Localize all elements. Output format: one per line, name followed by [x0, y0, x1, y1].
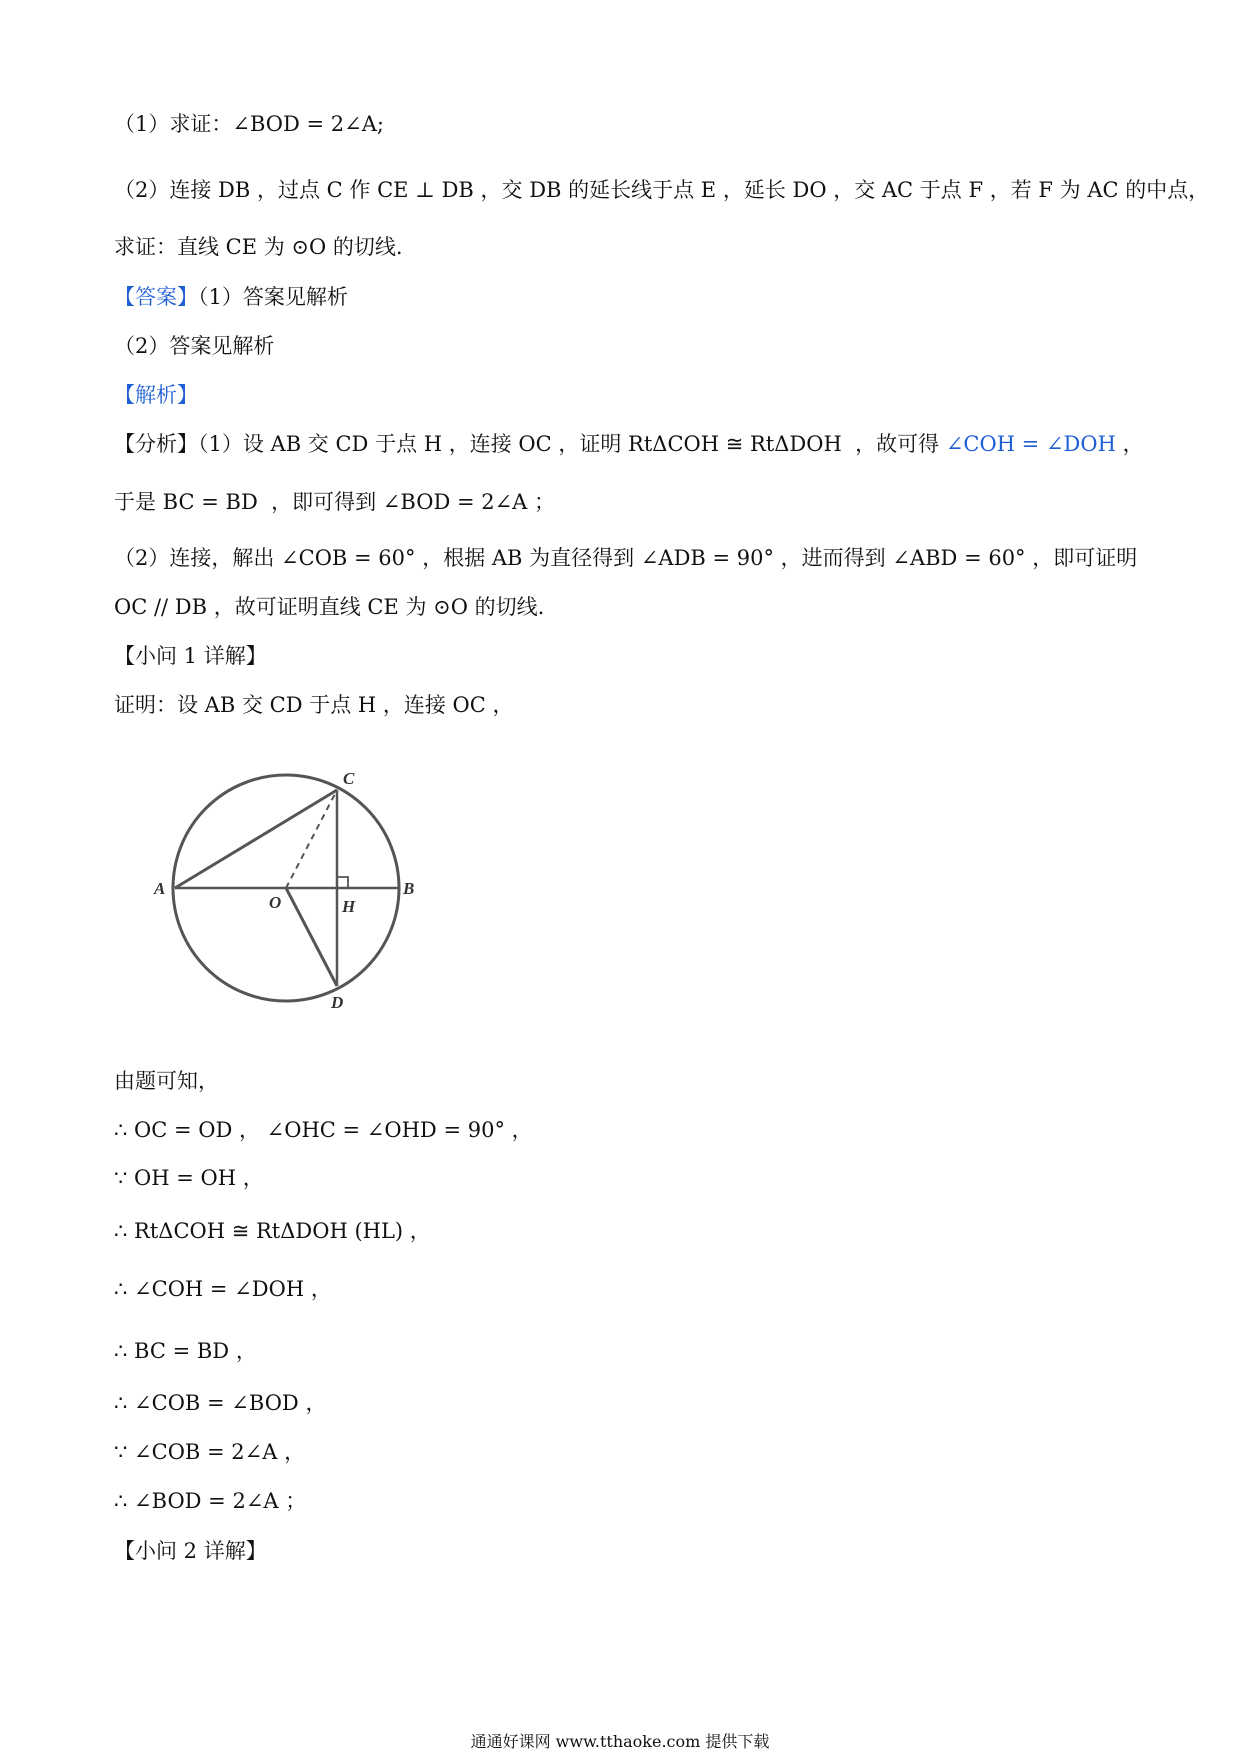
answer-1: （1）答案见解析	[198, 285, 348, 309]
question-1: （1）求证：∠BOD = 2∠A;	[114, 112, 384, 136]
step-5: ∴ BC = BD ，	[114, 1339, 257, 1363]
circle-diagram	[150, 760, 440, 1020]
analysis-line-1: 【分析】（1）设 AB 交 CD 于点 H ，连接 OC ，证明 RtΔCOH ≅ RtΔDOH ，故可得 ∠COH = ∠DOH ，	[114, 432, 1144, 456]
segment-od	[286, 888, 337, 986]
answer-line-2: （2）答案见解析	[114, 334, 275, 358]
footer-watermark: 通通好课网 www.tthaoke.com 提供下载	[470, 1732, 770, 1751]
step-6: ∴ ∠COB = ∠BOD ，	[114, 1391, 327, 1415]
step-8: ∴ ∠BOD = 2∠A ；	[114, 1489, 307, 1513]
step-7: ∵ ∠COB = 2∠A ，	[114, 1440, 306, 1464]
answer-line-1	[114, 287, 348, 308]
analysis-line-4: OC // DB ，故可证明直线 CE 为 ⊙O 的切线.	[114, 595, 545, 619]
segment-ac	[175, 790, 337, 888]
answer-tag: 【答案】	[114, 285, 198, 309]
label-d: D	[331, 993, 344, 1012]
proof-intro: 证明：设 AB 交 CD 于点 H ，连接 OC ，	[114, 693, 514, 717]
analysis-line-3: （2）连接，解出 ∠COB = 60° ，根据 AB 为直径得到 ∠ADB = 90° ，进而得到 ∠ABD = 60° ，即可证明	[114, 546, 1138, 570]
label-a: A	[154, 879, 166, 898]
step-2: ∵ OH = OH ，	[114, 1166, 264, 1190]
analysis-highlight: ∠COH = ∠DOH	[945, 432, 1116, 456]
label-c: C	[343, 769, 355, 788]
step-1: ∴ OC = OD ， ∠OHC = ∠OHD = 90° ，	[114, 1118, 533, 1142]
step-3: ∴ RtΔCOH ≅ RtΔDOH (HL) ，	[114, 1219, 431, 1243]
label-h: H	[342, 897, 356, 916]
question-2-line-1: （2）连接 DB ，过点 C 作 CE ⊥ DB ，交 DB 的延长线于点 E ，延长 DO ，交 AC 于点 F ，若 F 为 AC 的中点，	[114, 178, 1210, 202]
label-b: B	[403, 879, 415, 898]
sub-question-2-tag: 【小问 2 详解】	[114, 1539, 267, 1563]
question-2-line-2: 求证：直线 CE 为 ⊙O 的切线.	[114, 235, 403, 259]
analysis-tag: 【解析】	[114, 383, 198, 407]
label-o: O	[269, 893, 282, 912]
analysis-line-2: 于是 BC = BD ，即可得到 ∠BOD = 2∠A ；	[114, 490, 556, 514]
right-angle-mark	[337, 877, 348, 888]
geometry-figure	[150, 760, 440, 1024]
step-0: 由题可知，	[114, 1069, 219, 1093]
sub-question-1-tag: 【小问 1 详解】	[114, 644, 267, 668]
step-4: ∴ ∠COH = ∠DOH ，	[114, 1277, 332, 1301]
